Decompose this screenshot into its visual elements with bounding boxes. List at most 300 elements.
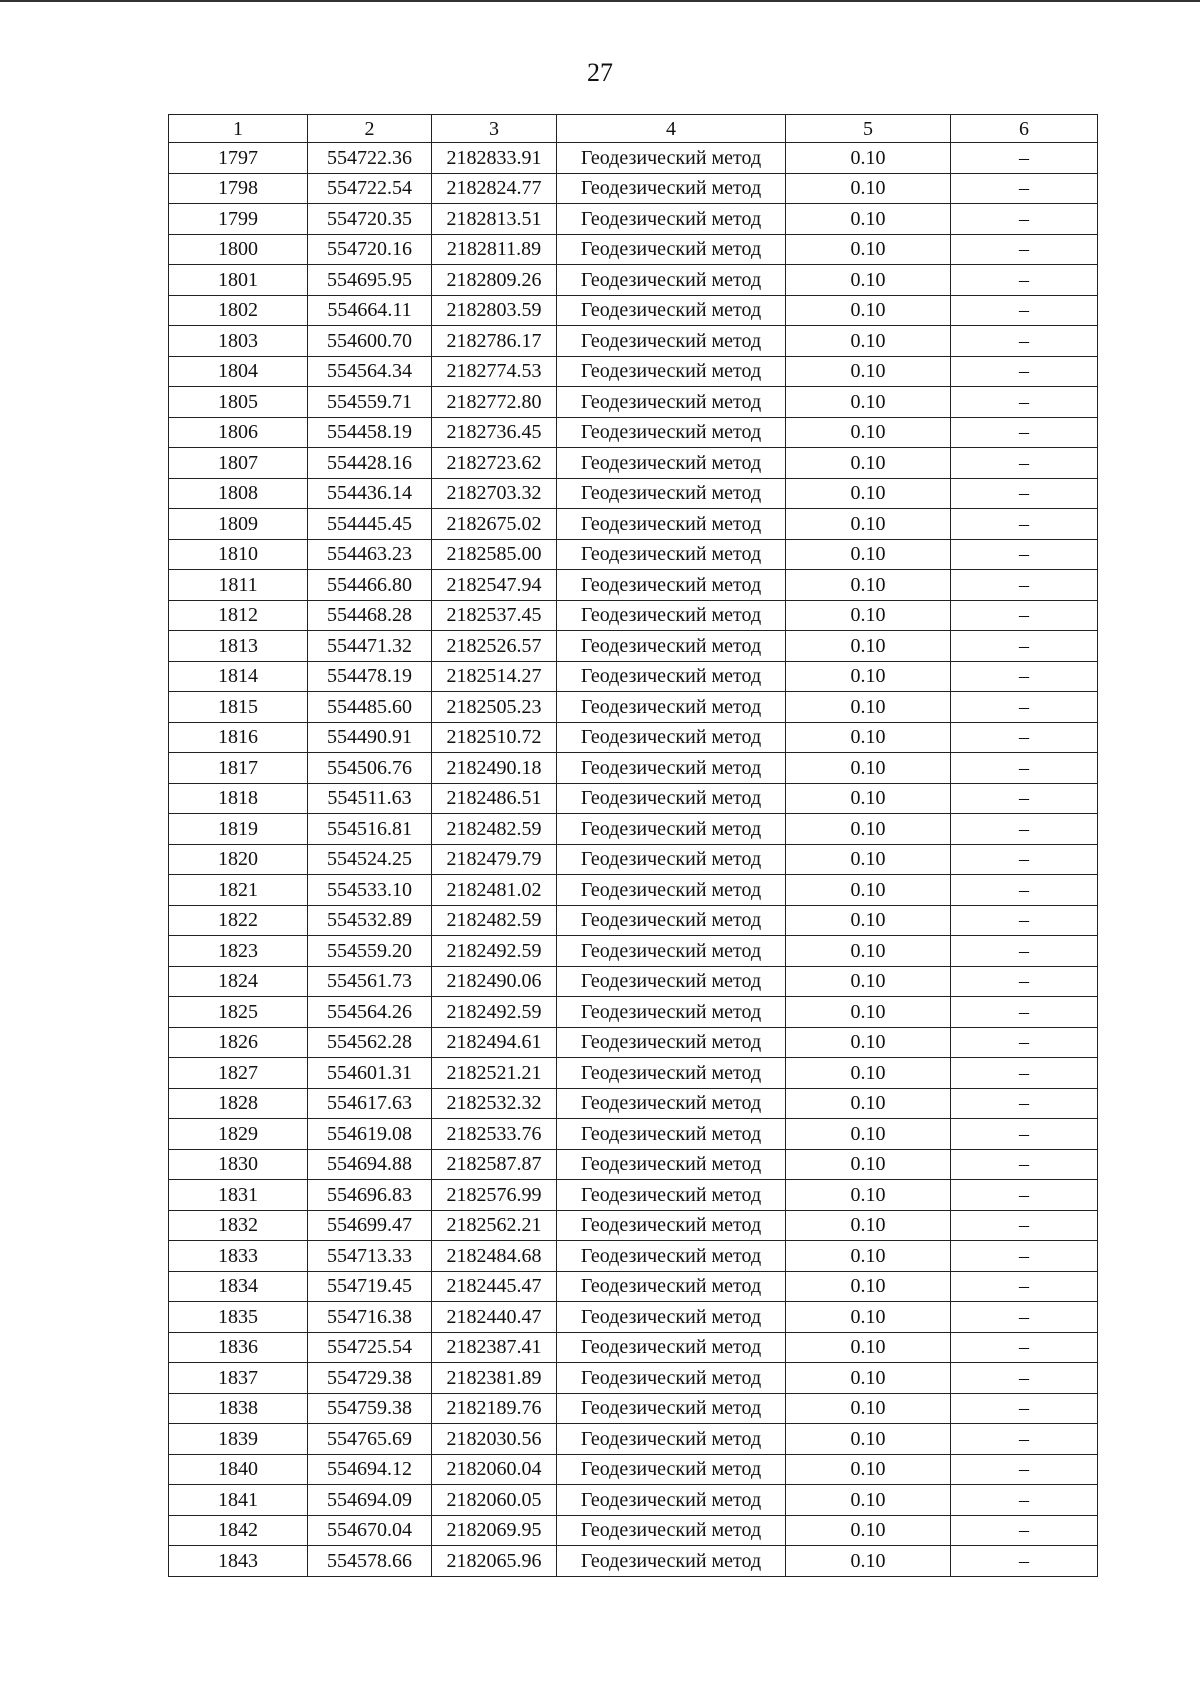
accuracy-cell: 0.10: [786, 722, 951, 753]
header-row: [169, 115, 1098, 143]
note-cell: –: [951, 1271, 1098, 1302]
point-number-cell: 1798: [169, 173, 308, 204]
x-coordinate-cell: 554468.28: [308, 600, 432, 631]
method-cell: Геодезический метод: [557, 143, 786, 174]
point-number-cell: 1816: [169, 722, 308, 753]
point-number-cell: 1824: [169, 966, 308, 997]
accuracy-cell: 0.10: [786, 1119, 951, 1150]
table-row: [169, 265, 1098, 296]
y-coordinate-cell: 2182514.27: [432, 661, 557, 692]
point-number-cell: 1820: [169, 844, 308, 875]
accuracy-cell: 0.10: [786, 1332, 951, 1363]
method-cell: Геодезический метод: [557, 1393, 786, 1424]
y-coordinate-cell: 2182824.77: [432, 173, 557, 204]
note-cell: –: [951, 295, 1098, 326]
y-coordinate-cell: 2182381.89: [432, 1363, 557, 1394]
x-coordinate-cell: 554516.81: [308, 814, 432, 845]
note-cell: –: [951, 143, 1098, 174]
x-coordinate-cell: 554695.95: [308, 265, 432, 296]
y-coordinate-cell: 2182445.47: [432, 1271, 557, 1302]
method-cell: Геодезический метод: [557, 448, 786, 479]
accuracy-cell: 0.10: [786, 1241, 951, 1272]
column-header: 1: [169, 115, 308, 143]
note-cell: –: [951, 1515, 1098, 1546]
note-cell: –: [951, 1363, 1098, 1394]
x-coordinate-cell: 554696.83: [308, 1180, 432, 1211]
accuracy-cell: 0.10: [786, 204, 951, 235]
method-cell: Геодезический метод: [557, 814, 786, 845]
accuracy-cell: 0.10: [786, 1088, 951, 1119]
table-row: [169, 387, 1098, 418]
method-cell: Геодезический метод: [557, 753, 786, 784]
y-coordinate-cell: 2182069.95: [432, 1515, 557, 1546]
accuracy-cell: 0.10: [786, 1485, 951, 1516]
method-cell: Геодезический метод: [557, 844, 786, 875]
y-coordinate-cell: 2182562.21: [432, 1210, 557, 1241]
x-coordinate-cell: 554511.63: [308, 783, 432, 814]
x-coordinate-cell: 554533.10: [308, 875, 432, 906]
method-cell: Геодезический метод: [557, 1454, 786, 1485]
table-row: [169, 1027, 1098, 1058]
point-number-cell: 1812: [169, 600, 308, 631]
accuracy-cell: 0.10: [786, 1424, 951, 1455]
x-coordinate-cell: 554722.36: [308, 143, 432, 174]
point-number-cell: 1805: [169, 387, 308, 418]
table-row: [169, 326, 1098, 357]
point-number-cell: 1840: [169, 1454, 308, 1485]
table-row: [169, 1119, 1098, 1150]
y-coordinate-cell: 2182486.51: [432, 783, 557, 814]
method-cell: Геодезический метод: [557, 661, 786, 692]
point-number-cell: 1828: [169, 1088, 308, 1119]
y-coordinate-cell: 2182481.02: [432, 875, 557, 906]
method-cell: Геодезический метод: [557, 204, 786, 235]
y-coordinate-cell: 2182585.00: [432, 539, 557, 570]
x-coordinate-cell: 554729.38: [308, 1363, 432, 1394]
y-coordinate-cell: 2182736.45: [432, 417, 557, 448]
note-cell: –: [951, 814, 1098, 845]
note-cell: –: [951, 753, 1098, 784]
x-coordinate-cell: 554765.69: [308, 1424, 432, 1455]
table-row: [169, 875, 1098, 906]
column-header: 6: [951, 115, 1098, 143]
point-number-cell: 1806: [169, 417, 308, 448]
x-coordinate-cell: 554725.54: [308, 1332, 432, 1363]
accuracy-cell: 0.10: [786, 478, 951, 509]
method-cell: Геодезический метод: [557, 1088, 786, 1119]
x-coordinate-cell: 554670.04: [308, 1515, 432, 1546]
point-number-cell: 1809: [169, 509, 308, 540]
method-cell: Геодезический метод: [557, 539, 786, 570]
point-number-cell: 1822: [169, 905, 308, 936]
note-cell: –: [951, 1210, 1098, 1241]
y-coordinate-cell: 2182703.32: [432, 478, 557, 509]
y-coordinate-cell: 2182587.87: [432, 1149, 557, 1180]
method-cell: Геодезический метод: [557, 387, 786, 418]
accuracy-cell: 0.10: [786, 1210, 951, 1241]
method-cell: Геодезический метод: [557, 783, 786, 814]
note-cell: –: [951, 478, 1098, 509]
x-coordinate-cell: 554699.47: [308, 1210, 432, 1241]
accuracy-cell: 0.10: [786, 966, 951, 997]
method-cell: Геодезический метод: [557, 966, 786, 997]
accuracy-cell: 0.10: [786, 1454, 951, 1485]
accuracy-cell: 0.10: [786, 509, 951, 540]
method-cell: Геодезический метод: [557, 417, 786, 448]
point-number-cell: 1810: [169, 539, 308, 570]
table-row: [169, 356, 1098, 387]
point-number-cell: 1804: [169, 356, 308, 387]
table-row: [169, 1515, 1098, 1546]
y-coordinate-cell: 2182786.17: [432, 326, 557, 357]
note-cell: –: [951, 1058, 1098, 1089]
accuracy-cell: 0.10: [786, 1271, 951, 1302]
accuracy-cell: 0.10: [786, 661, 951, 692]
point-number-cell: 1801: [169, 265, 308, 296]
y-coordinate-cell: 2182492.59: [432, 936, 557, 967]
table-row: [169, 783, 1098, 814]
table-row: [169, 570, 1098, 601]
note-cell: –: [951, 1180, 1098, 1211]
x-coordinate-cell: 554445.45: [308, 509, 432, 540]
table-row: [169, 936, 1098, 967]
point-number-cell: 1818: [169, 783, 308, 814]
y-coordinate-cell: 2182490.18: [432, 753, 557, 784]
accuracy-cell: 0.10: [786, 326, 951, 357]
x-coordinate-cell: 554759.38: [308, 1393, 432, 1424]
accuracy-cell: 0.10: [786, 844, 951, 875]
x-coordinate-cell: 554490.91: [308, 722, 432, 753]
table-row: [169, 753, 1098, 784]
accuracy-cell: 0.10: [786, 1149, 951, 1180]
y-coordinate-cell: 2182189.76: [432, 1393, 557, 1424]
point-number-cell: 1823: [169, 936, 308, 967]
x-coordinate-cell: 554694.12: [308, 1454, 432, 1485]
table-row: [169, 661, 1098, 692]
y-coordinate-cell: 2182482.59: [432, 905, 557, 936]
accuracy-cell: 0.10: [786, 265, 951, 296]
table-row: [169, 1485, 1098, 1516]
x-coordinate-cell: 554617.63: [308, 1088, 432, 1119]
column-header: 5: [786, 115, 951, 143]
note-cell: –: [951, 173, 1098, 204]
x-coordinate-cell: 554722.54: [308, 173, 432, 204]
y-coordinate-cell: 2182532.32: [432, 1088, 557, 1119]
method-cell: Геодезический метод: [557, 1180, 786, 1211]
accuracy-cell: 0.10: [786, 448, 951, 479]
note-cell: –: [951, 448, 1098, 479]
x-coordinate-cell: 554559.71: [308, 387, 432, 418]
accuracy-cell: 0.10: [786, 539, 951, 570]
point-number-cell: 1838: [169, 1393, 308, 1424]
y-coordinate-cell: 2182526.57: [432, 631, 557, 662]
point-number-cell: 1799: [169, 204, 308, 235]
accuracy-cell: 0.10: [786, 814, 951, 845]
table-row: [169, 539, 1098, 570]
method-cell: Геодезический метод: [557, 1241, 786, 1272]
note-cell: –: [951, 1149, 1098, 1180]
method-cell: Геодезический метод: [557, 875, 786, 906]
method-cell: Геодезический метод: [557, 905, 786, 936]
note-cell: –: [951, 936, 1098, 967]
note-cell: –: [951, 692, 1098, 723]
column-header: 3: [432, 115, 557, 143]
y-coordinate-cell: 2182723.62: [432, 448, 557, 479]
x-coordinate-cell: 554578.66: [308, 1546, 432, 1577]
x-coordinate-cell: 554713.33: [308, 1241, 432, 1272]
accuracy-cell: 0.10: [786, 631, 951, 662]
accuracy-cell: 0.10: [786, 387, 951, 418]
method-cell: Геодезический метод: [557, 997, 786, 1028]
method-cell: Геодезический метод: [557, 1149, 786, 1180]
point-number-cell: 1837: [169, 1363, 308, 1394]
y-coordinate-cell: 2182803.59: [432, 295, 557, 326]
note-cell: –: [951, 1393, 1098, 1424]
y-coordinate-cell: 2182774.53: [432, 356, 557, 387]
point-number-cell: 1811: [169, 570, 308, 601]
point-number-cell: 1841: [169, 1485, 308, 1516]
y-coordinate-cell: 2182521.21: [432, 1058, 557, 1089]
method-cell: Геодезический метод: [557, 722, 786, 753]
x-coordinate-cell: 554562.28: [308, 1027, 432, 1058]
point-number-cell: 1834: [169, 1271, 308, 1302]
x-coordinate-cell: 554564.34: [308, 356, 432, 387]
accuracy-cell: 0.10: [786, 936, 951, 967]
point-number-cell: 1832: [169, 1210, 308, 1241]
x-coordinate-cell: 554478.19: [308, 661, 432, 692]
method-cell: Геодезический метод: [557, 1515, 786, 1546]
point-number-cell: 1803: [169, 326, 308, 357]
method-cell: Геодезический метод: [557, 631, 786, 662]
method-cell: Геодезический метод: [557, 1485, 786, 1516]
table-row: [169, 905, 1098, 936]
note-cell: –: [951, 1332, 1098, 1363]
table-row: [169, 1546, 1098, 1577]
table-row: [169, 173, 1098, 204]
x-coordinate-cell: 554436.14: [308, 478, 432, 509]
note-cell: –: [951, 997, 1098, 1028]
accuracy-cell: 0.10: [786, 783, 951, 814]
x-coordinate-cell: 554458.19: [308, 417, 432, 448]
note-cell: –: [951, 1119, 1098, 1150]
accuracy-cell: 0.10: [786, 1363, 951, 1394]
note-cell: –: [951, 1302, 1098, 1333]
table-row: [169, 600, 1098, 631]
point-number-cell: 1835: [169, 1302, 308, 1333]
accuracy-cell: 0.10: [786, 905, 951, 936]
y-coordinate-cell: 2182065.96: [432, 1546, 557, 1577]
method-cell: Геодезический метод: [557, 936, 786, 967]
y-coordinate-cell: 2182505.23: [432, 692, 557, 723]
table-row: [169, 1180, 1098, 1211]
table-row: [169, 814, 1098, 845]
note-cell: –: [951, 600, 1098, 631]
note-cell: –: [951, 1454, 1098, 1485]
x-coordinate-cell: 554561.73: [308, 966, 432, 997]
y-coordinate-cell: 2182811.89: [432, 234, 557, 265]
accuracy-cell: 0.10: [786, 1180, 951, 1211]
table-row: [169, 1363, 1098, 1394]
x-coordinate-cell: 554720.35: [308, 204, 432, 235]
method-cell: Геодезический метод: [557, 1363, 786, 1394]
x-coordinate-cell: 554466.80: [308, 570, 432, 601]
point-number-cell: 1819: [169, 814, 308, 845]
point-number-cell: 1821: [169, 875, 308, 906]
table-body: [169, 143, 1098, 1577]
point-number-cell: 1829: [169, 1119, 308, 1150]
table-row: [169, 1332, 1098, 1363]
accuracy-cell: 0.10: [786, 295, 951, 326]
x-coordinate-cell: 554532.89: [308, 905, 432, 936]
y-coordinate-cell: 2182510.72: [432, 722, 557, 753]
accuracy-cell: 0.10: [786, 173, 951, 204]
x-coordinate-cell: 554716.38: [308, 1302, 432, 1333]
y-coordinate-cell: 2182494.61: [432, 1027, 557, 1058]
y-coordinate-cell: 2182772.80: [432, 387, 557, 418]
y-coordinate-cell: 2182479.79: [432, 844, 557, 875]
point-number-cell: 1827: [169, 1058, 308, 1089]
note-cell: –: [951, 356, 1098, 387]
point-number-cell: 1843: [169, 1546, 308, 1577]
note-cell: –: [951, 844, 1098, 875]
x-coordinate-cell: 554720.16: [308, 234, 432, 265]
note-cell: –: [951, 570, 1098, 601]
table-row: [169, 1454, 1098, 1485]
column-header: 2: [308, 115, 432, 143]
table-row: [169, 997, 1098, 1028]
table-row: [169, 1393, 1098, 1424]
table-row: [169, 509, 1098, 540]
note-cell: –: [951, 204, 1098, 235]
y-coordinate-cell: 2182492.59: [432, 997, 557, 1028]
method-cell: Геодезический метод: [557, 1546, 786, 1577]
note-cell: –: [951, 875, 1098, 906]
table-row: [169, 1302, 1098, 1333]
accuracy-cell: 0.10: [786, 143, 951, 174]
table-row: [169, 1271, 1098, 1302]
table-row: [169, 143, 1098, 174]
x-coordinate-cell: 554694.09: [308, 1485, 432, 1516]
method-cell: Геодезический метод: [557, 234, 786, 265]
method-cell: Геодезический метод: [557, 600, 786, 631]
table-row: [169, 448, 1098, 479]
y-coordinate-cell: 2182387.41: [432, 1332, 557, 1363]
note-cell: –: [951, 1485, 1098, 1516]
y-coordinate-cell: 2182813.51: [432, 204, 557, 235]
method-cell: Геодезический метод: [557, 1058, 786, 1089]
x-coordinate-cell: 554694.88: [308, 1149, 432, 1180]
table-row: [169, 1088, 1098, 1119]
point-number-cell: 1836: [169, 1332, 308, 1363]
x-coordinate-cell: 554559.20: [308, 936, 432, 967]
note-cell: –: [951, 661, 1098, 692]
method-cell: Геодезический метод: [557, 692, 786, 723]
accuracy-cell: 0.10: [786, 417, 951, 448]
accuracy-cell: 0.10: [786, 753, 951, 784]
page-number: 27: [587, 58, 613, 87]
accuracy-cell: 0.10: [786, 1515, 951, 1546]
point-number-cell: 1797: [169, 143, 308, 174]
point-number-cell: 1800: [169, 234, 308, 265]
method-cell: Геодезический метод: [557, 570, 786, 601]
note-cell: –: [951, 1027, 1098, 1058]
x-coordinate-cell: 554506.76: [308, 753, 432, 784]
y-coordinate-cell: 2182060.05: [432, 1485, 557, 1516]
y-coordinate-cell: 2182809.26: [432, 265, 557, 296]
note-cell: –: [951, 387, 1098, 418]
table-row: [169, 234, 1098, 265]
accuracy-cell: 0.10: [786, 234, 951, 265]
x-coordinate-cell: 554485.60: [308, 692, 432, 723]
y-coordinate-cell: 2182490.06: [432, 966, 557, 997]
point-number-cell: 1815: [169, 692, 308, 723]
point-number-cell: 1831: [169, 1180, 308, 1211]
method-cell: Геодезический метод: [557, 1271, 786, 1302]
accuracy-cell: 0.10: [786, 356, 951, 387]
y-coordinate-cell: 2182030.56: [432, 1424, 557, 1455]
method-cell: Геодезический метод: [557, 356, 786, 387]
table-row: [169, 844, 1098, 875]
method-cell: Геодезический метод: [557, 173, 786, 204]
method-cell: Геодезический метод: [557, 1332, 786, 1363]
y-coordinate-cell: 2182537.45: [432, 600, 557, 631]
note-cell: –: [951, 234, 1098, 265]
x-coordinate-cell: 554619.08: [308, 1119, 432, 1150]
accuracy-cell: 0.10: [786, 1027, 951, 1058]
note-cell: –: [951, 509, 1098, 540]
table-row: [169, 295, 1098, 326]
point-number-cell: 1839: [169, 1424, 308, 1455]
column-header: 4: [557, 115, 786, 143]
table-row: [169, 478, 1098, 509]
note-cell: –: [951, 631, 1098, 662]
note-cell: –: [951, 722, 1098, 753]
method-cell: Геодезический метод: [557, 1119, 786, 1150]
point-number-cell: 1825: [169, 997, 308, 1028]
accuracy-cell: 0.10: [786, 600, 951, 631]
x-coordinate-cell: 554428.16: [308, 448, 432, 479]
x-coordinate-cell: 554471.32: [308, 631, 432, 662]
note-cell: –: [951, 905, 1098, 936]
y-coordinate-cell: 2182533.76: [432, 1119, 557, 1150]
note-cell: –: [951, 539, 1098, 570]
y-coordinate-cell: 2182440.47: [432, 1302, 557, 1333]
table-row: [169, 1241, 1098, 1272]
method-cell: Геодезический метод: [557, 1302, 786, 1333]
accuracy-cell: 0.10: [786, 1058, 951, 1089]
accuracy-cell: 0.10: [786, 1302, 951, 1333]
note-cell: –: [951, 1546, 1098, 1577]
y-coordinate-cell: 2182547.94: [432, 570, 557, 601]
method-cell: Геодезический метод: [557, 478, 786, 509]
table-row: [169, 722, 1098, 753]
table-row: [169, 692, 1098, 723]
table-row: [169, 1210, 1098, 1241]
point-number-cell: 1813: [169, 631, 308, 662]
table-row: [169, 1058, 1098, 1089]
note-cell: –: [951, 966, 1098, 997]
accuracy-cell: 0.10: [786, 1393, 951, 1424]
y-coordinate-cell: 2182482.59: [432, 814, 557, 845]
x-coordinate-cell: 554524.25: [308, 844, 432, 875]
table-row: [169, 631, 1098, 662]
point-number-cell: 1842: [169, 1515, 308, 1546]
x-coordinate-cell: 554664.11: [308, 295, 432, 326]
y-coordinate-cell: 2182060.04: [432, 1454, 557, 1485]
method-cell: Геодезический метод: [557, 1027, 786, 1058]
x-coordinate-cell: 554719.45: [308, 1271, 432, 1302]
method-cell: Геодезический метод: [557, 1210, 786, 1241]
